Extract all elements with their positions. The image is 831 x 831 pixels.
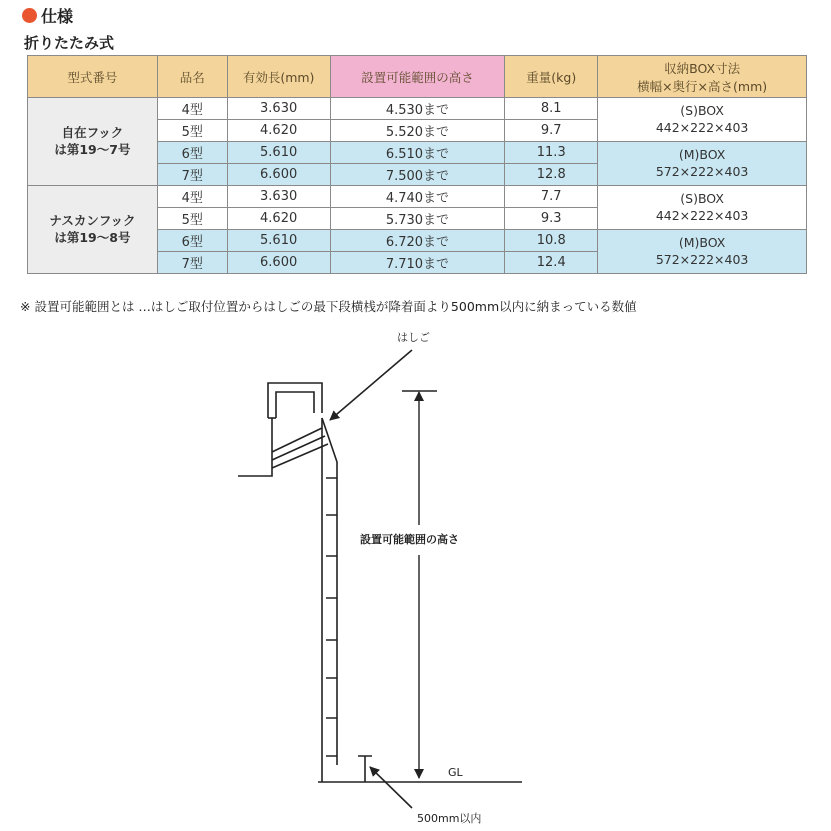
offset-label: 500mm以内 [417,812,482,825]
header-weight: 重量(kg) [505,56,598,98]
subtitle: 折りたたみ式 [24,34,115,52]
length-cell: 3.630 [227,186,330,208]
length-cell: 6.600 [227,252,330,274]
ladder-label-arrow [330,350,412,420]
section-title: 仕様 [41,7,74,26]
length-cell: 4.620 [227,208,330,230]
ladder-label: はしご [397,331,430,344]
product-cell: 4型 [157,98,227,120]
height-cell: 6.510まで [330,142,505,164]
ladder-rungs [326,478,337,756]
model-line2: は第19〜8号 [54,229,131,245]
product-cell: 4型 [157,186,227,208]
box-line2: 572×222×403 [655,251,749,267]
box-line1: (S)BOX [680,103,724,119]
length-cell: 6.600 [227,164,330,186]
header-product: 品名 [157,56,227,98]
weight-cell: 11.3 [505,142,598,164]
header-box-line1: 収納BOX寸法 [664,60,741,76]
length-cell: 3.630 [227,98,330,120]
box-line1: (M)BOX [678,147,726,163]
header-box-line2: 横幅×奥行×高さ(mm) [637,78,768,94]
product-cell: 6型 [157,142,227,164]
box-line1: (S)BOX [680,191,724,207]
product-cell: 5型 [157,120,227,142]
header-model-no: 型式番号 [28,56,158,98]
weight-cell: 9.7 [505,120,598,142]
offset-label-arrow [370,767,412,808]
weight-cell: 9.3 [505,208,598,230]
length-cell: 4.620 [227,120,330,142]
header-effective-length: 有効長(mm) [227,56,330,98]
height-label: 設置可能範囲の高さ [360,533,459,546]
hook-inner [276,392,314,418]
model-line1: ナスカンフック [49,212,136,228]
height-cell: 5.730まで [330,208,505,230]
header-height-range: 設置可能範囲の高さ [330,56,505,98]
model-line2: は第19〜7号 [54,141,131,157]
weight-cell: 7.7 [505,186,598,208]
wall-line [238,418,272,476]
box-line1: (M)BOX [678,235,726,251]
footnote: ※ 設置可能範囲とは …はしご取付位置からはしごの最下段横桟が降着面より500mm以内に納まっている数値 [20,299,637,314]
weight-cell: 10.8 [505,230,598,252]
model-line1: 自在フック [61,124,124,140]
box-line2: 442×222×403 [655,119,749,135]
box-line2: 442×222×403 [655,207,749,223]
fold-lines [272,428,328,468]
height-cell: 4.530まで [330,98,505,120]
height-cell: 7.710まで [330,252,505,274]
box-line2: 572×222×403 [655,163,749,179]
weight-cell: 8.1 [505,98,598,120]
height-cell: 6.720まで [330,230,505,252]
weight-cell: 12.4 [505,252,598,274]
weight-cell: 12.8 [505,164,598,186]
height-cell: 7.500まで [330,164,505,186]
product-cell: 6型 [157,230,227,252]
ground-label: GL [448,766,463,779]
length-cell: 5.610 [227,142,330,164]
product-cell: 7型 [157,252,227,274]
height-cell: 5.520まで [330,120,505,142]
height-cell: 4.740まで [330,186,505,208]
product-cell: 5型 [157,208,227,230]
product-cell: 7型 [157,164,227,186]
offset-indicator [358,756,372,782]
length-cell: 5.610 [227,230,330,252]
ladder-rail-right [322,418,337,765]
